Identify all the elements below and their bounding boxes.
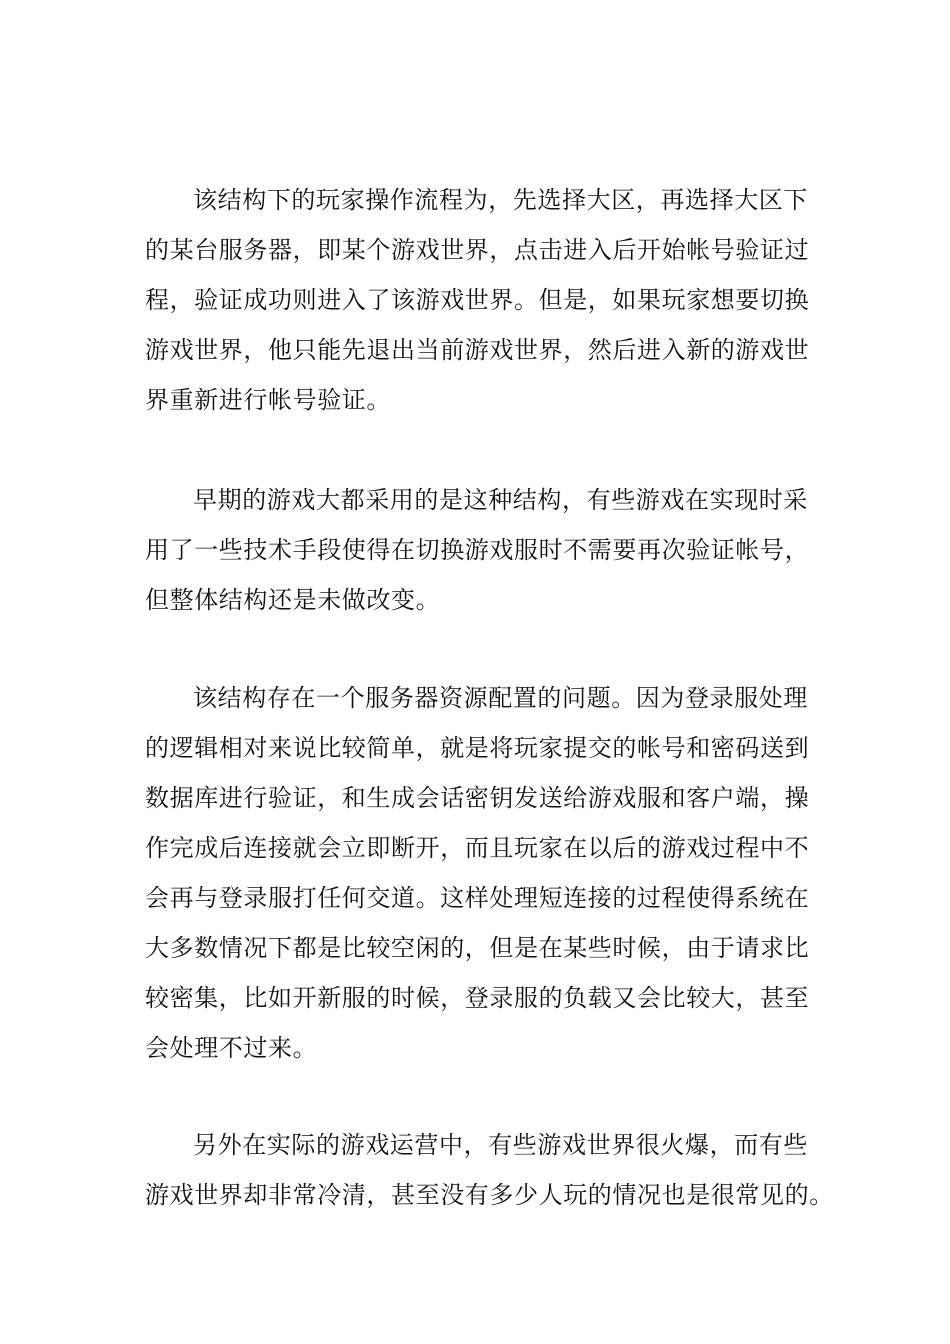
paragraph-line: 界重新进行帐号验证。: [145, 386, 391, 414]
paragraph-line: 程，验证成功则进入了该游戏世界。但是，如果玩家想要切换: [145, 286, 810, 314]
paragraph-line: 数据库进行验证，和生成会话密钥发送给游戏服和客户端，操: [145, 784, 810, 812]
paragraph-3: [145, 673, 825, 1073]
paragraph-line: 作完成后连接就会立即断开，而且玩家在以后的游戏过程中不: [145, 834, 810, 862]
paragraph-line: 早期的游戏大都采用的是这种结构，有些游戏在实现时采: [193, 486, 808, 514]
paragraph-2: [145, 475, 825, 625]
paragraph-line: 较密集，比如开新服的时候，登录服的负载又会比较大，甚至: [145, 984, 810, 1012]
paragraph-line: 的逻辑相对来说比较简单，就是将玩家提交的帐号和密码送到: [145, 734, 810, 762]
paragraph-line: 的某台服务器，即某个游戏世界，点击进入后开始帐号验证过: [145, 236, 810, 264]
paragraph-line: 另外在实际的游戏运营中，有些游戏世界很火爆，而有些: [193, 1131, 808, 1159]
paragraph-line: 用了一些技术手段使得在切换游戏服时不需要再次验证帐号，: [145, 536, 810, 564]
paragraph-line: 该结构下的玩家操作流程为，先选择大区，再选择大区下: [193, 186, 808, 214]
paragraph-line: 会再与登录服打任何交道。这样处理短连接的过程使得系统在: [145, 884, 810, 912]
paragraph-4: [145, 1120, 834, 1220]
paragraph-line: 游戏世界，他只能先退出当前游戏世界，然后进入新的游戏世: [145, 336, 810, 364]
paragraph-1: [145, 175, 825, 425]
paragraph-line: 会处理不过来。: [145, 1034, 318, 1062]
paragraph-line: 但整体结构还是未做改变。: [145, 586, 441, 614]
paragraph-line: 游戏世界却非常冷清，甚至没有多少人玩的情况也是很常见的。: [145, 1181, 834, 1209]
paragraph-line: 大多数情况下都是比较空闲的，但是在某些时候，由于请求比: [145, 934, 810, 962]
paragraph-line: 该结构存在一个服务器资源配置的问题。因为登录服处理: [193, 684, 808, 712]
